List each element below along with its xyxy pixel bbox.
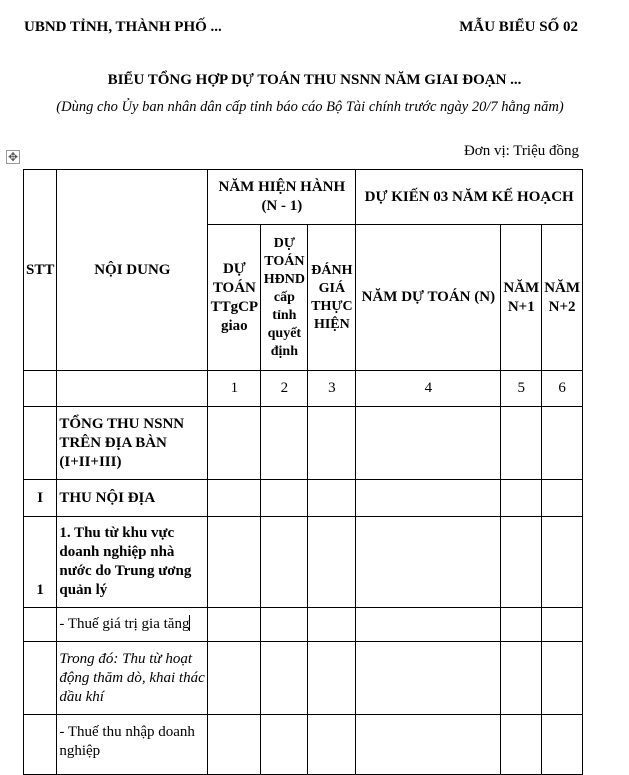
forecast-header: DỰ KIẾN 03 NĂM KẾ HOẠCH — [356, 170, 583, 225]
col6-header: NĂM N+2 — [542, 225, 583, 371]
table-row[interactable] — [24, 517, 583, 608]
row-stt — [24, 715, 57, 775]
text-cursor — [189, 615, 190, 631]
table-row[interactable] — [24, 480, 583, 517]
column-number-row — [24, 371, 583, 407]
document-title: BIỂU TỔNG HỢP DỰ TOÁN THU NSNN NĂM GIAI ĐOẠN ... — [107, 72, 522, 88]
row-content[interactable]: 1. Thu từ khu vực doanh nghiệp nhà nước do Trung ương quản lý — [57, 517, 208, 608]
col-number-6: 6 — [542, 371, 583, 407]
table-row[interactable] — [24, 407, 583, 480]
header-row-1 — [24, 170, 583, 225]
row-content[interactable]: - Thuế thu nhập doanh nghiệp — [57, 715, 208, 775]
row-stt — [24, 608, 57, 642]
row-content[interactable]: THU NỘI ĐỊA — [57, 480, 208, 517]
col4-header: NĂM DỰ TOÁN (N) — [356, 225, 501, 371]
table-move-handle-icon[interactable]: ✥ — [7, 150, 19, 164]
col-number-4: 4 — [356, 371, 501, 407]
col1-header: DỰ TOÁN TTgCP giao — [208, 225, 261, 371]
current-year-header: NĂM HIỆN HÀNH (N - 1) — [208, 170, 356, 225]
col-number-5: 5 — [501, 371, 542, 407]
col2-header: DỰ TOÁN HĐND cấp tỉnh quyết định — [261, 225, 308, 371]
unit-label: Đơn vị: Triệu đồng — [463, 143, 579, 159]
table-row[interactable] — [24, 608, 583, 642]
row-content[interactable]: Trong đó: Thu từ hoạt động thăm dò, khai thác dầu khí — [57, 642, 208, 715]
document-subtitle: (Dùng cho Ủy ban nhân dân cấp tỉnh báo cáo Bộ Tài chính trước ngày 20/7 hằng năm) — [56, 99, 564, 115]
row-content-text: - Thuế giá trị gia tăng — [59, 616, 190, 632]
form-number: MẪU BIỂU SỐ 02 — [459, 19, 578, 35]
row-stt — [24, 642, 57, 715]
row-stt — [24, 407, 57, 480]
stt-header: STT — [24, 170, 57, 371]
col-number-1: 1 — [208, 371, 261, 407]
row-content[interactable]: TỔNG THU NSNN TRÊN ĐỊA BÀN (I+II+III) — [57, 407, 208, 480]
content-header: NỘI DUNG — [57, 170, 208, 371]
row-content[interactable] — [57, 608, 208, 642]
col-number-3: 3 — [308, 371, 356, 407]
budget-table — [23, 169, 583, 775]
row-stt: 1 — [24, 517, 57, 608]
col-number-2: 2 — [261, 371, 308, 407]
col5-header: NĂM N+1 — [501, 225, 542, 371]
row-stt: I — [24, 480, 57, 517]
agency-name: UBND TỈNH, THÀNH PHỐ ... — [24, 19, 222, 35]
col3-header: ĐÁNH GIÁ THỰC HIỆN — [308, 225, 356, 371]
table-row[interactable] — [24, 715, 583, 775]
table-row[interactable] — [24, 642, 583, 715]
